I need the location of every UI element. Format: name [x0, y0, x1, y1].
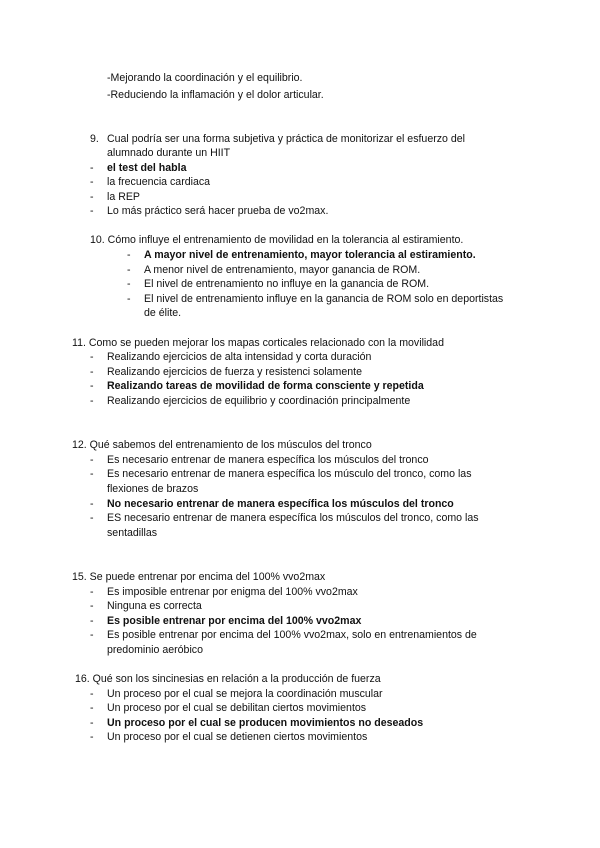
- q11-option-1: Realizando ejercicios de alta intensidad y corta duración: [107, 351, 372, 363]
- q9-option-3: la REP: [107, 191, 140, 203]
- q12-question: 12. Qué sabemos del entrenamiento de los músculos del tronco: [72, 439, 372, 451]
- q10-option-2: A menor nivel de entrenamiento, mayor ganancia de ROM.: [144, 264, 421, 276]
- q15-option-4-dash: -: [90, 629, 94, 641]
- q15-option-4-continuation: predominio aeróbico: [107, 644, 203, 656]
- q12-option-1: Es necesario entrenar de manera específica los músculos del tronco: [107, 454, 429, 466]
- q11-option-3-correct: Realizando tareas de movilidad de forma consciente y repetida: [107, 380, 424, 392]
- q16-option-4: Un proceso por el cual se detienen ciertos movimientos: [107, 731, 368, 743]
- q10-question: 10. Cómo influye el entrenamiento de movilidad en la tolerancia al estiramiento.: [90, 234, 464, 246]
- q16-option-2-dash: -: [90, 702, 94, 714]
- q12-option-4-dash: -: [90, 512, 94, 524]
- q16-question: 16. Qué son los sincinesias en relación a la producción de fuerza: [75, 673, 381, 685]
- q9-question-line-2: alumnado durante un HIIT: [107, 147, 231, 159]
- q11-option-4: Realizando ejercicios de equilibrio y coordinación principalmente: [107, 395, 411, 407]
- intro-line-2: -Reduciendo la inflamación y el dolor articular.: [107, 89, 324, 101]
- q9-number: 9.: [90, 133, 99, 145]
- q12-option-1-dash: -: [90, 454, 94, 466]
- q11-option-1-dash: -: [90, 351, 94, 363]
- q10-option-1-dash: -: [127, 249, 131, 261]
- q15-option-1: Es imposible entrenar por enigma del 100% vvo2max: [107, 586, 358, 598]
- q9-option-1-dash: -: [90, 162, 94, 174]
- q9-option-1-correct: el test del habla: [107, 162, 187, 174]
- q10-option-1-correct: A mayor nivel de entrenamiento, mayor tolerancia al estiramiento.: [144, 249, 476, 261]
- q15-option-1-dash: -: [90, 586, 94, 598]
- q16-option-1-dash: -: [90, 688, 94, 700]
- q15-question: 15. Se puede entrenar por encima del 100% vvo2max: [72, 571, 326, 583]
- q15-option-4: Es posible entrenar por encima del 100% vvo2max, solo en entrenamientos de: [107, 629, 477, 641]
- q15-option-2: Ninguna es correcta: [107, 600, 202, 612]
- q10-option-4: El nivel de entrenamiento influye en la ganancia de ROM solo en deportistas: [144, 293, 504, 305]
- q16-option-3-dash: -: [90, 717, 94, 729]
- q9-option-3-dash: -: [90, 191, 94, 203]
- q11-option-4-dash: -: [90, 395, 94, 407]
- q10-option-4-continuation: de élite.: [144, 307, 182, 319]
- q15-option-2-dash: -: [90, 600, 94, 612]
- q12-option-2-continuation: flexiones de brazos: [107, 483, 199, 495]
- q16-option-2: Un proceso por el cual se debilitan ciertos movimientos: [107, 702, 367, 714]
- q16-option-4-dash: -: [90, 731, 94, 743]
- q11-option-2: Realizando ejercicios de fuerza y resistenci solamente: [107, 366, 362, 378]
- q10-option-3: El nivel de entrenamiento no influye en la ganancia de ROM.: [144, 278, 430, 290]
- q9-option-2: la frecuencia cardiaca: [107, 176, 211, 188]
- q9-option-4-dash: -: [90, 205, 94, 217]
- q16-option-3-correct: Un proceso por el cual se producen movimientos no deseados: [107, 717, 424, 729]
- q12-option-2: Es necesario entrenar de manera específica los músculo del tronco, como las: [107, 468, 472, 480]
- q15-option-3-dash: -: [90, 615, 94, 627]
- q11-option-3-dash: -: [90, 380, 94, 392]
- q15-option-3-correct: Es posible entrenar por encima del 100% vvo2max: [107, 615, 362, 627]
- q9-option-2-dash: -: [90, 176, 94, 188]
- q12-option-2-dash: -: [90, 468, 94, 480]
- q10-option-2-dash: -: [127, 264, 131, 276]
- q11-option-2-dash: -: [90, 366, 94, 378]
- q10-option-3-dash: -: [127, 278, 131, 290]
- intro-line-1: -Mejorando la coordinación y el equilibrio.: [107, 72, 303, 84]
- q12-option-3-dash: -: [90, 498, 94, 510]
- q16-option-1: Un proceso por el cual se mejora la coordinación muscular: [107, 688, 383, 700]
- q10-option-4-dash: -: [127, 293, 131, 305]
- q11-question: 11. Como se pueden mejorar los mapas corticales relacionado con la movilidad: [72, 337, 444, 349]
- q9-question-line-1: Cual podría ser una forma subjetiva y práctica de monitorizar el esfuerzo del: [107, 133, 466, 145]
- q12-option-4: ES necesario entrenar de manera específica los músculos del tronco, como las: [107, 512, 479, 524]
- q12-option-4-continuation: sentadillas: [107, 527, 158, 539]
- q9-option-4: Lo más práctico será hacer prueba de vo2max.: [107, 205, 329, 217]
- q12-option-3-correct: No necesario entrenar de manera específica los músculos del tronco: [107, 498, 454, 510]
